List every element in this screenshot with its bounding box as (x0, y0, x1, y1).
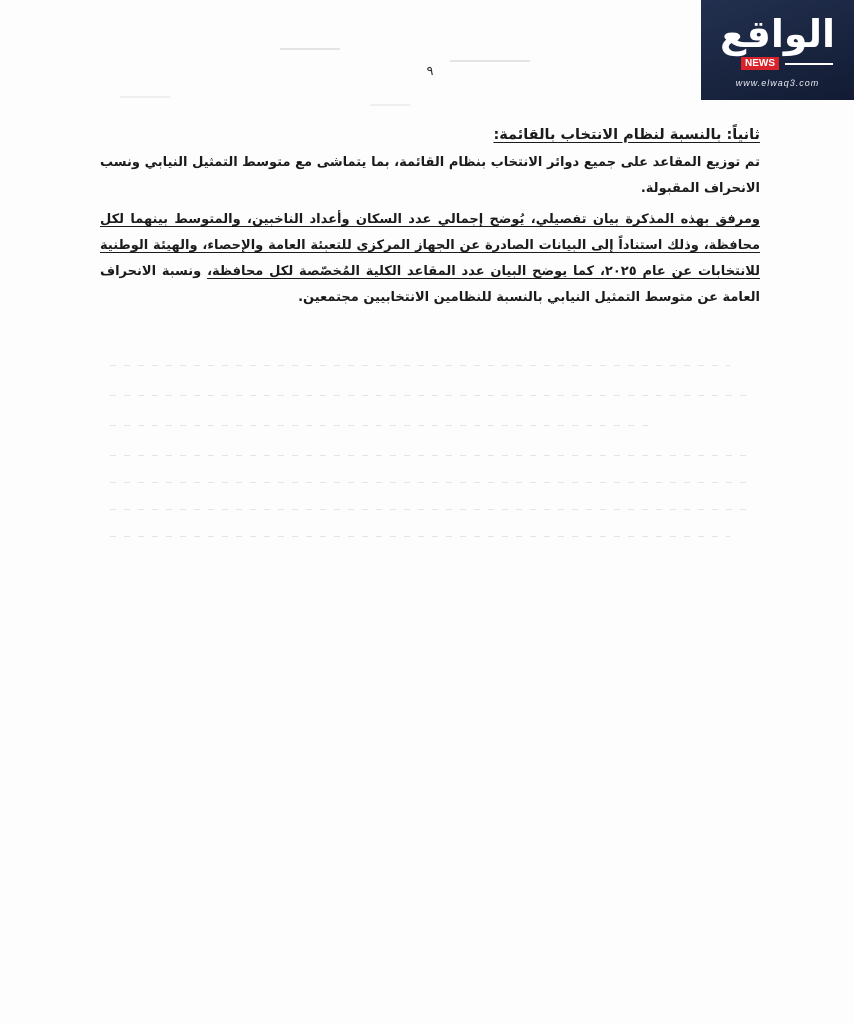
logo-news-badge: NEWS (741, 57, 779, 70)
scan-mark (370, 104, 410, 106)
bleed-through-line (110, 536, 730, 537)
bleed-through-line (110, 455, 750, 456)
paragraph-attachment (100, 207, 760, 311)
logo-url: www.elwaq3.com (735, 78, 820, 88)
bleed-through-line (110, 365, 730, 366)
page-number: ٩ (426, 64, 434, 79)
logo-arabic-name: الواقع (720, 12, 835, 56)
paragraph-attachment-end: ونسبة الانحراف العامة عن متوسط التمثيل النيابي بالنسبة للنظامين الانتخابيين مجتمعين. (100, 264, 760, 305)
logo-divider (785, 63, 833, 65)
paragraph-attachment-underlined: ومرفق بهذه المذكرة بيان تفصيلي، يُوضح إجمالي عدد السكان وأعداد الناخبين، والمتوسط بينهما لكل محافظة، وذلك استناداً إلى البيانات الصادرة عن الجهاز المركزي للتعبئة العامة والإحصاء، والهيئة الوطنية للانتخابات عن عام ٢٠٢٥، كما يوضح البيان عدد المقاعد الكلية المُخصّصة لكل محافظة، (100, 212, 761, 279)
document-body (100, 122, 760, 311)
scan-mark (450, 60, 530, 62)
bleed-through-line (110, 509, 750, 510)
site-logo (701, 0, 854, 100)
bleed-through-line (110, 395, 750, 396)
scan-mark (120, 96, 170, 98)
section-heading: ثانياً: بالنسبة لنظام الانتخاب بالقائمة: (493, 127, 760, 143)
bleed-through-line (110, 425, 650, 426)
paragraph-seat-distribution: تم توزيع المقاعد على جميع دوائر الانتخاب بنظام القائمة، بما يتماشى مع متوسط التمثيل النيابي ونسب الانحراف المقبولة. (100, 155, 760, 196)
scan-mark (280, 48, 340, 50)
bleed-through-line (110, 482, 750, 483)
